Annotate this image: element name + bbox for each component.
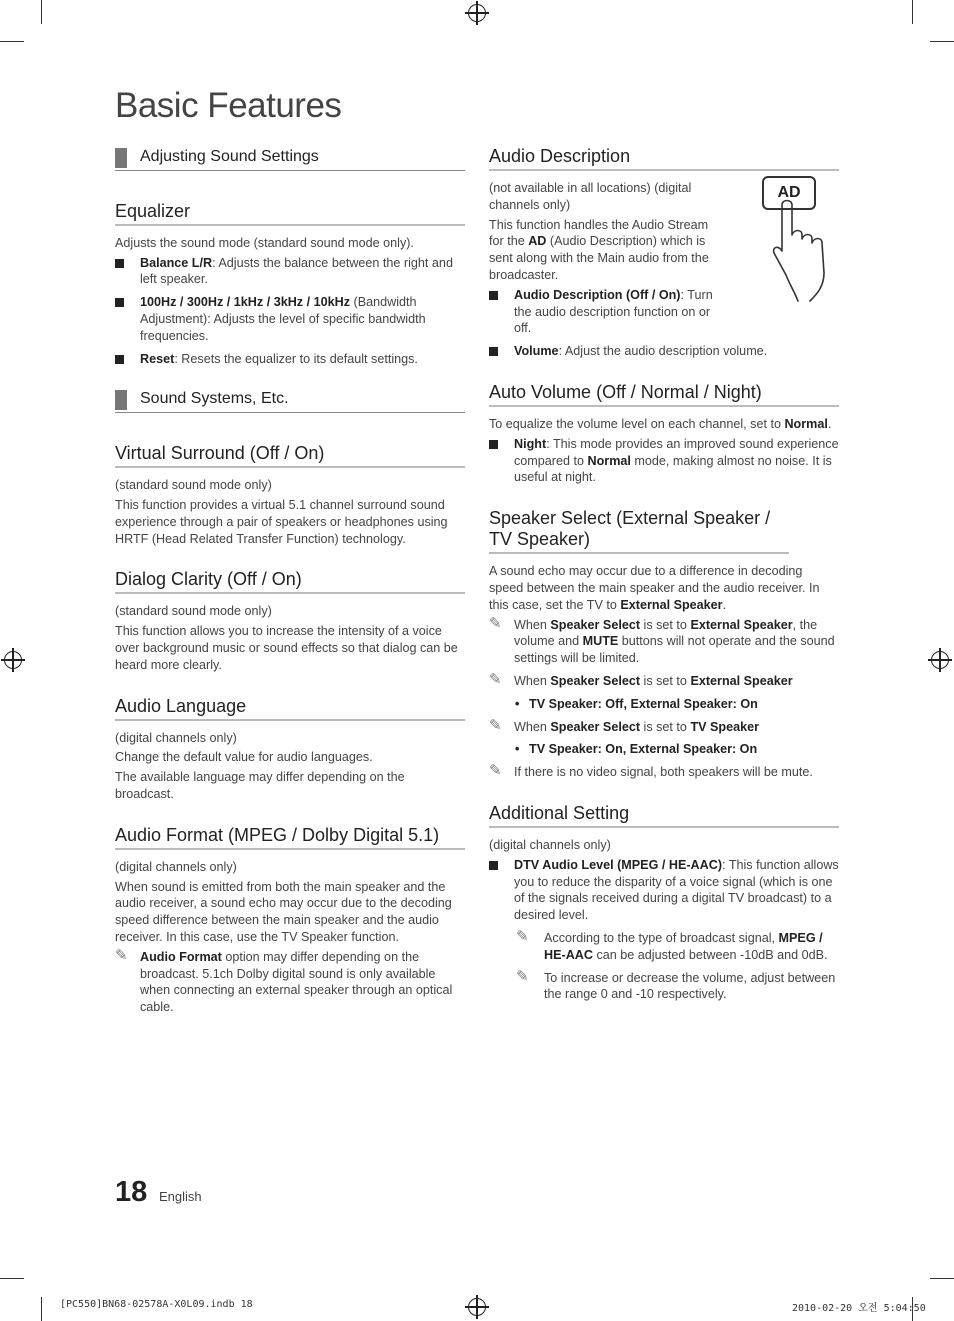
bullet-square-icon bbox=[489, 347, 498, 356]
bullet-square-icon bbox=[489, 291, 498, 300]
registration-mark-icon bbox=[468, 4, 486, 22]
registration-mark-icon bbox=[4, 651, 22, 669]
paragraph: (not available in all locations) (digital channels only) bbox=[489, 181, 692, 212]
bullet-square-icon bbox=[115, 259, 124, 268]
dot-bullet-item: • TV Speaker: Off, External Speaker: On bbox=[515, 696, 758, 711]
note-item: ✎ When Speaker Select is set to TV Speaker bbox=[489, 716, 760, 734]
ad-button-illustration: AD bbox=[762, 176, 816, 210]
bullet-item: Reset: Resets the equalizer to its default settings. bbox=[115, 351, 465, 368]
heading-dialog-clarity: Dialog Clarity (Off / On) bbox=[115, 569, 465, 594]
registration-mark-icon bbox=[468, 1298, 486, 1316]
crop-mark bbox=[930, 1278, 954, 1279]
crop-mark bbox=[41, 0, 42, 24]
bullet-square-icon bbox=[489, 861, 498, 870]
registration-mark-icon bbox=[931, 651, 949, 669]
page-title: Basic Features bbox=[115, 86, 342, 125]
pencil-note-icon: ✎ bbox=[489, 716, 502, 734]
section-title: Sound Systems, Etc. bbox=[140, 390, 289, 408]
paragraph: Change the default value for audio languages. bbox=[115, 750, 373, 765]
crop-mark bbox=[0, 1278, 24, 1279]
heading-additional-setting: Additional Setting bbox=[489, 803, 839, 828]
heading-virtual-surround: Virtual Surround (Off / On) bbox=[115, 443, 465, 468]
pencil-note-icon: ✎ bbox=[489, 762, 502, 780]
pencil-note-icon: ✎ bbox=[115, 946, 128, 964]
bullet-item: DTV Audio Level (MPEG / HE-AAC): This function allows you to reduce the disparity of a voice signal (which is one of the signals received during a digital TV broadcast) to a desired level. bbox=[489, 857, 839, 924]
section-bar bbox=[115, 390, 127, 410]
note-item: ✎ When Speaker Select is set to External Speaker bbox=[489, 670, 793, 688]
section-header bbox=[115, 143, 465, 171]
crop-mark bbox=[912, 0, 913, 24]
print-slug-date: 2010-02-20 오전 5:04:50 bbox=[792, 1303, 926, 1314]
bullet-dot-icon: • bbox=[515, 742, 520, 757]
heading-equalizer: Equalizer bbox=[115, 201, 465, 226]
crop-mark bbox=[0, 41, 24, 42]
heading-auto-volume: Auto Volume (Off / Normal / Night) bbox=[489, 382, 839, 407]
pencil-note-icon: ✎ bbox=[489, 614, 502, 632]
pencil-note-icon: ✎ bbox=[516, 927, 529, 945]
bullet-item: Balance L/R: Adjusts the balance between the right and left speaker. bbox=[115, 255, 465, 289]
paragraph: Adjusts the sound mode (standard sound mode only). bbox=[115, 235, 414, 250]
paragraph: This function allows you to increase the intensity of a voice over background music or sound effects so that dialog can be heard more clearly. bbox=[115, 624, 458, 672]
paragraph: (standard sound mode only) bbox=[115, 604, 272, 619]
paragraph: (digital channels only) bbox=[489, 837, 611, 852]
crop-mark bbox=[930, 41, 954, 42]
paragraph: The available language may differ depending on the broadcast. bbox=[115, 770, 405, 801]
note-item: ✎ According to the type of broadcast signal, MPEG / HE-AAC can be adjusted between -10dB and 0dB. bbox=[516, 927, 828, 962]
bullet-item: Volume: Adjust the audio description volume. bbox=[489, 343, 839, 360]
footer-language: English bbox=[159, 1189, 202, 1204]
left-column bbox=[115, 143, 465, 1022]
paragraph: (digital channels only) bbox=[115, 730, 237, 745]
note-item: ✎ Audio Format option may differ depending on the broadcast. 5.1ch Dolby digital sound is only available when connecting an external speaker through an optical cable. bbox=[115, 946, 453, 1015]
bullet-square-icon bbox=[115, 298, 124, 307]
section-title: Adjusting Sound Settings bbox=[140, 148, 319, 165]
heading-audio-description: Audio Description bbox=[489, 146, 839, 171]
bullet-item: 100Hz / 300Hz / 1kHz / 3kHz / 10kHz (Bandwidth Adjustment): Adjusts the level of specific bandwidth frequencies. bbox=[115, 294, 465, 344]
hand-pointer-icon bbox=[770, 195, 845, 305]
bullet-item: Audio Description (Off / On): Turn the audio description function on or off. bbox=[489, 287, 724, 337]
note-item: ✎ If there is no video signal, both speakers will be mute. bbox=[489, 762, 813, 780]
paragraph: To equalize the volume level on each channel, set to Normal. bbox=[489, 416, 832, 431]
section-header bbox=[115, 385, 465, 413]
crop-mark bbox=[41, 1297, 42, 1321]
heading-audio-format: Audio Format (MPEG / Dolby Digital 5.1) bbox=[115, 825, 465, 850]
pencil-note-icon: ✎ bbox=[489, 670, 502, 688]
bullet-dot-icon: • bbox=[515, 696, 520, 711]
paragraph: When sound is emitted from both the main speaker and the audio receiver, a sound echo may occur due to the decoding speed difference between the main speaker and the audio receiver. In this case, use the TV Speaker function. bbox=[115, 879, 452, 944]
paragraph: This function provides a virtual 5.1 channel surround sound experience through a pair of speakers or headphones using HRTF (Head Related Transfer Function) technology. bbox=[115, 497, 448, 546]
pencil-note-icon: ✎ bbox=[516, 967, 529, 985]
paragraph: This function handles the Audio Stream for the AD (Audio Description) which is sent along with the Main audio from the broadcaster. bbox=[489, 217, 709, 282]
paragraph: (digital channels only) bbox=[115, 859, 237, 874]
heading-speaker-select: Speaker Select (External Speaker / TV Speaker) bbox=[489, 508, 789, 554]
note-item: ✎ To increase or decrease the volume, adjust between the range 0 and -10 respectively. bbox=[516, 967, 836, 1002]
section-bar bbox=[115, 148, 127, 168]
note-item: ✎ When Speaker Select is set to External Speaker, the volume and MUTE buttons will not operate and the sound settings will be limited. bbox=[489, 614, 835, 666]
heading-audio-language: Audio Language bbox=[115, 696, 465, 721]
bullet-item: Night: This mode provides an improved sound experience compared to Normal mode, making almost no noise. It is useful at night. bbox=[489, 436, 839, 486]
page-number: 18 bbox=[115, 1176, 148, 1208]
dot-bullet-item: • TV Speaker: On, External Speaker: On bbox=[515, 742, 758, 757]
paragraph: (standard sound mode only) bbox=[115, 478, 272, 493]
bullet-square-icon bbox=[115, 355, 124, 364]
print-slug-file: [PC550]BN68-02578A-X0L09.indb 18 bbox=[60, 1299, 253, 1310]
paragraph: A sound echo may occur due to a difference in decoding speed between the main speaker and the audio receiver. In this case, set the TV to External Speaker. bbox=[489, 564, 820, 612]
bullet-square-icon bbox=[489, 440, 498, 449]
